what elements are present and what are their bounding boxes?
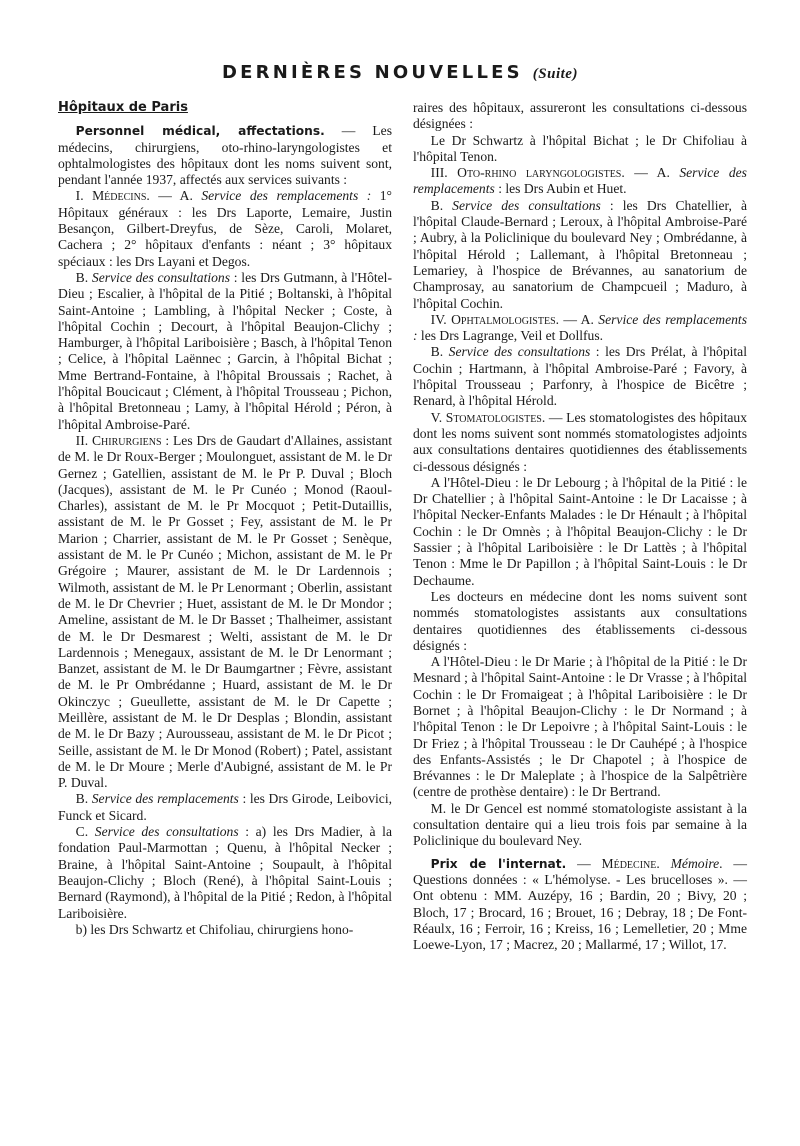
paragraph-intro: Personnel médical, affectations. — Les médecins, chirurgiens, oto-rhino-laryngologistes et ophtalmologistes des hôpitaux dont les noms suivent sont, pendant l'année 1937, affectés aux services suivants : (58, 123, 392, 188)
paragraph-honoraires-list: Le Dr Schwartz à l'hôpital Bichat ; le Dr Chifoliau à l'hôpital Tenon. (413, 132, 747, 164)
paragraph-orl-consultations: B. Service des consultations : les Drs Chatellier, à l'hôpital Claude-Bernard ; Leroux, à l'hôpital Ambroise-Paré ; Aubry, à la Policlinique du boulevard Ney ; Ombrédanne, à l'hôpital Hérold ; Lallemant, à l'hôpital Bretonneau ; Lemariey, à l'hospice de Brévannes, au sanatorium de Champrosay, au sanatorium de Champcueil ; Maduro, à l'hôpital Cochin. (413, 197, 747, 311)
page-header (0, 62, 800, 83)
left-column (58, 100, 392, 938)
paragraph-lead: Personnel médical, affectations. (75, 124, 325, 139)
paragraph-ophtalmologistes-consultations: B. Service des consultations : les Drs Prélat, à l'hôpital Cochin ; Hartmann, à l'hôpital Ambroise-Paré ; Favory, à l'hôpital Trousseau ; Parfonry, à l'hospice de Bicêtre ; Renard, à l'hôpital Hérold. (413, 344, 747, 409)
paragraph-stomatologistes: V. Stomatologistes. — Les stomatologistes des hôpitaux dont les noms suivent sont nommés stomatologistes adjoints aux consultations dentaires quotidiennes des établissements ci-dessous désignés : (413, 409, 747, 474)
paragraph-stomatologistes-adjoints: A l'Hôtel-Dieu : le Dr Lebourg ; à l'hôpital de la Pitié : le Dr Chatellier ; à l'hôpital Saint-Antoine : le Dr Lacaisse ; à l'hôpital Necker-Enfants Malades : le Dr Hénault ; à l'hôpital Cochin : le Dr Omnès ; à l'hôpital Beaujon-Clichy : le Dr Sassier ; à l'hôpital Lariboisière : le Dr Lattès ; à l'hôpital Tenon : Mme le Dr Papillon ; à l'hôpital Saint-Louis : le Dr Dechaume. (413, 474, 747, 588)
paragraph-stomatologistes-assistants: A l'Hôtel-Dieu : le Dr Marie ; à l'hôpital de la Pitié : le Dr Mesnard ; à l'hôpital Saint-Antoine : le Dr Vrasse ; à l'hôpital Cochin : le Dr Fromaigeat ; à l'hôpital Lariboisière : le Dr Bornet ; à l'hôpital Beaujon-Clichy : le Dr Normand ; à l'hôpital Tenon : le Dr Lepoivre ; à l'hôpital Saint-Louis : le Dr Friez ; à l'hôpital Trousseau : le Dr Cauhépé ; à l'hospice des Enfants-Assistés ; le Dr Chapotel ; à l'hospice de Brévannes : le Dr Maleplate ; à l'hospice de la Salpêtrière (centre de prothèse dentaire) : le Dr Bertrand. (413, 654, 747, 800)
paragraph-ophtalmologistes: IV. Ophtalmologistes. — A. Service des remplacements : les Drs Lagrange, Veil et Dollfus. (413, 311, 747, 344)
paragraph-chirurgiens-remplacements: B. Service des remplacements : les Drs Girode, Leibovici, Funck et Sicard. (58, 791, 392, 823)
paragraph-gencel: M. le Dr Gencel est nommé stomatologiste assistant à la consultation dentaire qui a lieu trois fois par semaine à la Policlinique du boulevard Ney. (413, 800, 747, 849)
right-column (413, 100, 747, 953)
paragraph-chirurgiens-honoraires: b) les Drs Schwartz et Chifoliau, chirurgiens hono- (75, 921, 354, 937)
paragraph-orl: III. Oto-rhino laryngologistes. — A. Service des remplacements : les Drs Aubin et Huet. (413, 165, 747, 197)
header-suffix: (Suite) (532, 66, 578, 82)
paragraph-medecins: I. Médecins. — A. Service des remplacements : 1° Hôpitaux généraux : les Drs Laporte, Lemaire, Justin Besançon, Gilbert-Dreyfus, de Sèze, Caroli, Molaret, Cachera ; 2° hôpitaux d'enfants : néant ; 3° hôpitaux spéciaux : les Drs Layani et Degos. (58, 188, 392, 269)
paragraph-continuation: raires des hôpitaux, assureront les consultations ci-dessous désignées : (413, 100, 747, 132)
paragraph-medecins-consultations: B. Service des consultations : les Drs Gutmann, à l'Hôtel-Dieu ; Escalier, à l'hôpital de la Pitié ; Boltanski, à l'hôpital Saint-Antoine ; Lambling, à l'hôpital Necker ; Coste, à l'hôpital Cochin ; Decourt, à l'hôpital Beaujon-Clichy ; Hamburger, à l'hôpital Lariboisière ; Basch, à l'hôpital Tenon ; Celice, à l'hôpital Laënnec ; Garcin, à l'hôpital Bichat ; Mme Bertrand-Fontaine, à l'hôpital Broussais ; Rachet, à l'hôpital Boucicaut ; Clément, à l'hôpital Trousseau ; Pichon, à l'hôpital Bretonneau ; Lamy, à l'hôpital Hérold ; Péron, à l'hôpital Ambroise-Paré. (58, 269, 392, 432)
paragraph-prix-internat: Prix de l'internat. — Médecine. Mémoire. — Questions données : « L'hémolyse. - Les brucelloses ». — Ont obtenu : MM. Auzépy, 16 ; Bardin, 20 ; Bivy, 20 ; Bloch, 17 ; Brocard, 16 ; Brouet, 16 ; Debray, 18 ; De Font-Réaulx, 16 ; Ferroir, 16 ; Kreiss, 16 ; Lemelletier, 20 ; Mme Loewe-Lyon, 17 ; Macrez, 20 ; Mallarmé, 17 ; Willot, 17. (413, 855, 747, 953)
section-title: Hôpitaux de Paris (58, 100, 188, 115)
paragraph-stomatologistes-assistants-intro: Les docteurs en médecine dont les noms suivent sont nommés stomatologistes assistants aux consultations dentaires quotidiennes des établissements ci-dessous désignés : (413, 588, 747, 653)
header-title: DERNIÈRES NOUVELLES (222, 62, 523, 83)
paragraph-lead: Prix de l'internat. (430, 856, 567, 871)
paragraph-chirurgiens: II. Chirurgiens : Les Drs de Gaudart d'Allaines, assistant de M. le Dr Roux-Berger ; Moulonguet, assistant de M. le Dr Gernez ; Gatellien, assistant de M. le Pr P. Duval ; Bloch (Jacques), assistant de M. le Pr Cunéo ; Monod (Raoul-Charles), assistant de M. le Pr Mocquot ; Petit-Dutaillis, assistant de M. le Pr Gosset ; Fey, assistant de M. le Pr Marion ; Charrier, assistant de M. le Pr Gosset ; Senèque, assistant de M. le Pr Cunéo ; Michon, assistant de M. le Pr Grégoire ; Maurer, assistant de M. le Dr Lardennois ; Wilmoth, assistant de M. le Pr Lenormant ; Oberlin, assistant de M. le Dr Chevrier ; Huet, assistant de M. le Dr Mondor ; Ameline, assistant de M. le Dr Basset ; Thalheimer, assistant de M. le Dr Desmarest ; Welti, assistant de M. le Dr Lardennois ; Menegaux, assistant de M. le Dr Lenormant ; Banzet, assistant de M. le Dr Baumgartner ; Fèvre, assistant de M. le Pr Ombrédanne ; Huard, assistant de M. le Dr Okinczyc ; Gueullette, assistant de M. le Dr Capette ; Meillère, assistant de M. le Dr Desplas ; Blondin, assistant de M. le Dr Bazy ; Aurousseau, assistant de M. le Dr Picot ; Seille, assistant de M. le Dr Monod (Robert) ; Patel, assistant de M. le Dr Moure ; Merle d'Aubigné, assistant de M. le Pr P. Duval. (58, 432, 392, 791)
paragraph-chirurgiens-consultations: C. Service des consultations : a) les Drs Madier, à la fondation Paul-Marmottan ; Quenu, à l'hôpital Necker ; Braine, à l'hôpital Saint-Antoine ; Soupault, à l'hôpital Beaujon-Clichy ; Bloch (René), à l'hôpital Saint-Louis ; Bernard (Raymond), à l'hôpital de la Pitié ; Redon, à l'hôpital Lariboisière. (58, 824, 392, 921)
